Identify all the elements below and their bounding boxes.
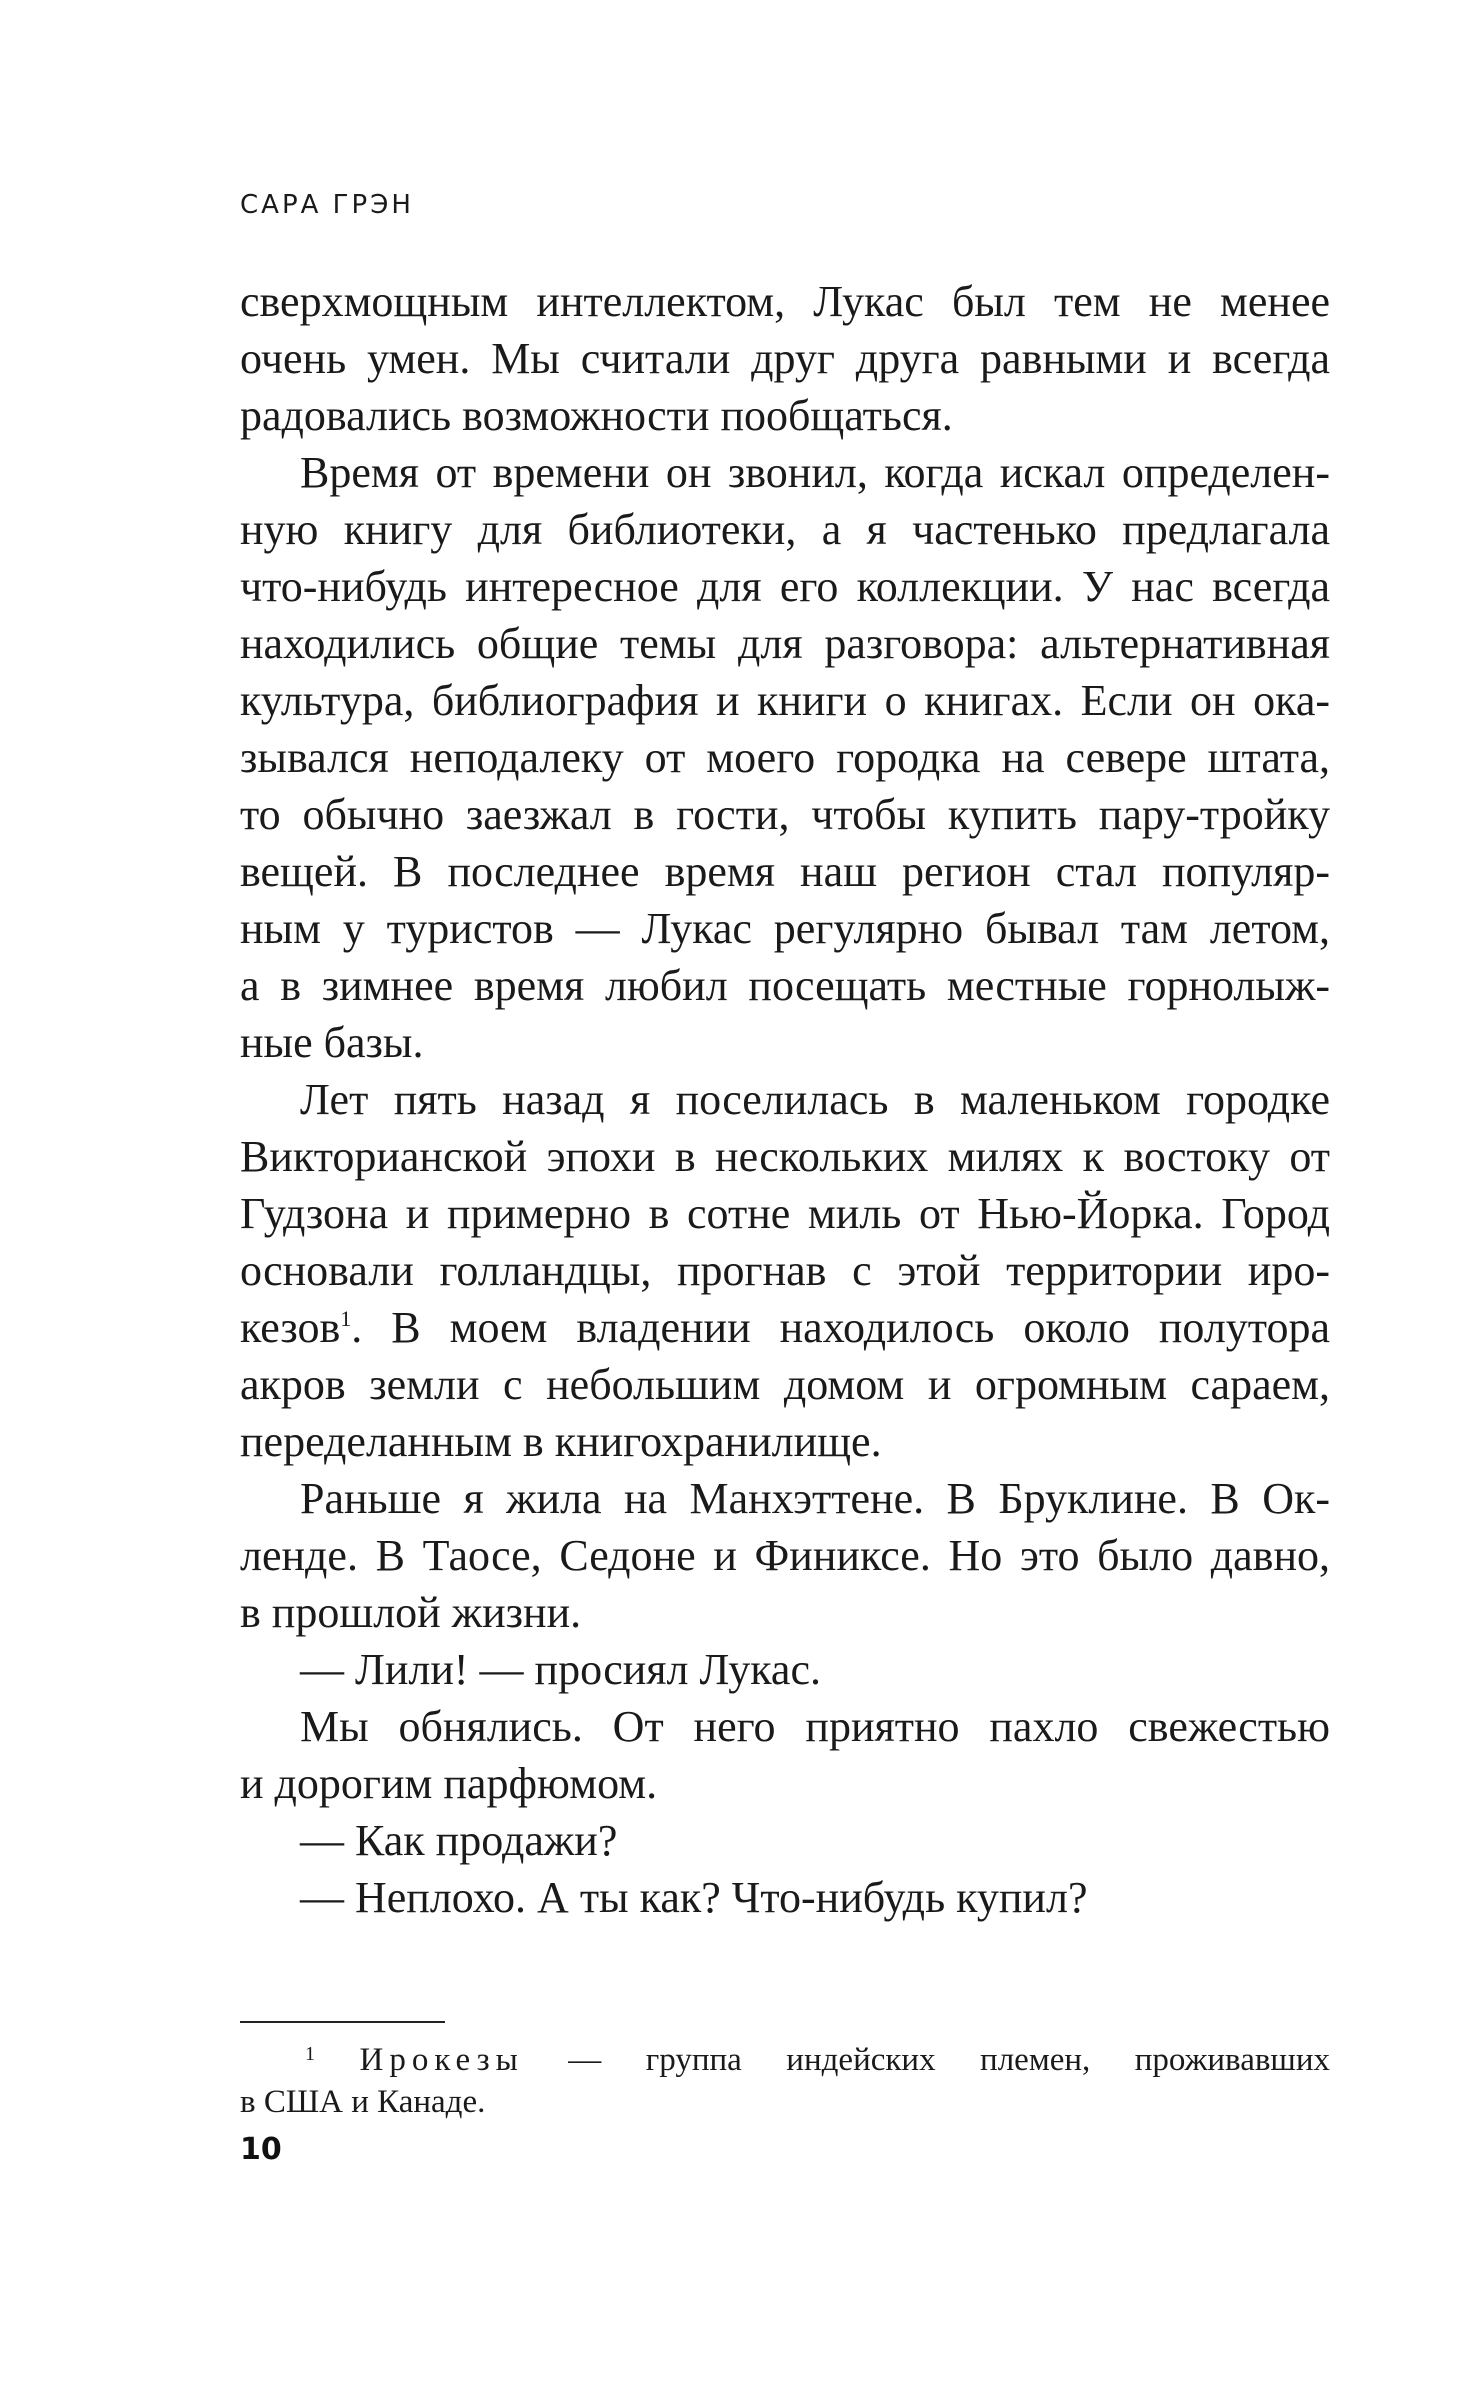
text-line: то обычно заезжал в гости, чтобы купить пару-тройку [240,790,1330,839]
text-line: — Как продажи? [300,1816,618,1865]
footnote-marker: 1 [305,2043,315,2065]
footnote-line: в США и Канаде. [240,2084,486,2120]
text-line: Лет пять назад я поселилась в маленьком городке [300,1075,1330,1124]
text-line: — Лили! — просиял Лукас. [300,1645,821,1694]
text-line: Викторианской эпохи в нескольких милях к востоку от [240,1132,1330,1181]
text-line: ным у туристов — Лукас регулярно бывал там летом, [240,904,1330,953]
text-line: сверхмощным интеллектом, Лукас был тем не менее [240,277,1330,326]
text-line: переделанным в книгохранилище. [240,1417,882,1466]
footnote-line [305,2039,1330,2081]
text-line: находились общие темы для разговора: альтернативная [240,619,1330,668]
text-line: ленде. В Таосе, Седоне и Финиксе. Но это было давно, [240,1531,1330,1580]
text-line: основали голландцы, прогнав с этой территории иро- [240,1246,1330,1295]
text-line: ную книгу для библиотеки, а я частенько предлагала [240,505,1330,554]
footnote-term: Ирокезы [359,2042,524,2078]
text-line: Мы обнялись. От него приятно пахло свежестью [300,1702,1330,1751]
running-head: САРА ГРЭН [240,190,414,220]
text-line-with-footnote [240,1299,1330,1357]
text-line: акров земли с небольшим домом и огромным сараем, [240,1360,1330,1409]
footnote-text: — группа индейских племен, проживавших [523,2042,1330,2078]
text-line: а в зимнее время любил посещать местные горнолыж- [240,961,1330,1010]
text-line: в прошлой жизни. [240,1588,582,1637]
text-line: ные базы. [240,1018,424,1067]
text-fragment: кезов [240,1303,341,1352]
text-line: Раньше я жила на Манхэттене. В Бруклине. В Ок- [300,1474,1330,1523]
text-line: — Неплохо. А ты как? Что-нибудь купил? [300,1873,1088,1922]
footnote-reference: 1 [340,1306,352,1331]
text-line: вещей. В последнее время наш регион стал популяр- [240,847,1330,896]
text-line: культура, библиография и книги о книгах. Если он ока- [240,676,1330,725]
text-line: Гудзона и примерно в сотне миль от Нью-Йорка. Город [240,1189,1330,1238]
text-line: что-нибудь интересное для его коллекции. У нас всегда [240,562,1330,611]
text-line: Время от времени он звонил, когда искал определен- [300,448,1330,497]
text-line: зывался неподалеку от моего городка на севере штата, [240,733,1330,782]
text-line: очень умен. Мы считали друг друга равными и всегда [240,334,1330,383]
page-number: 10 [240,2132,282,2167]
text-fragment: . В моем владении находилось около полутора [351,1303,1330,1352]
footnote-divider [240,2021,445,2023]
text-line: радовались возможности пообщаться. [240,391,953,440]
text-line: и дорогим парфюмом. [240,1759,658,1808]
